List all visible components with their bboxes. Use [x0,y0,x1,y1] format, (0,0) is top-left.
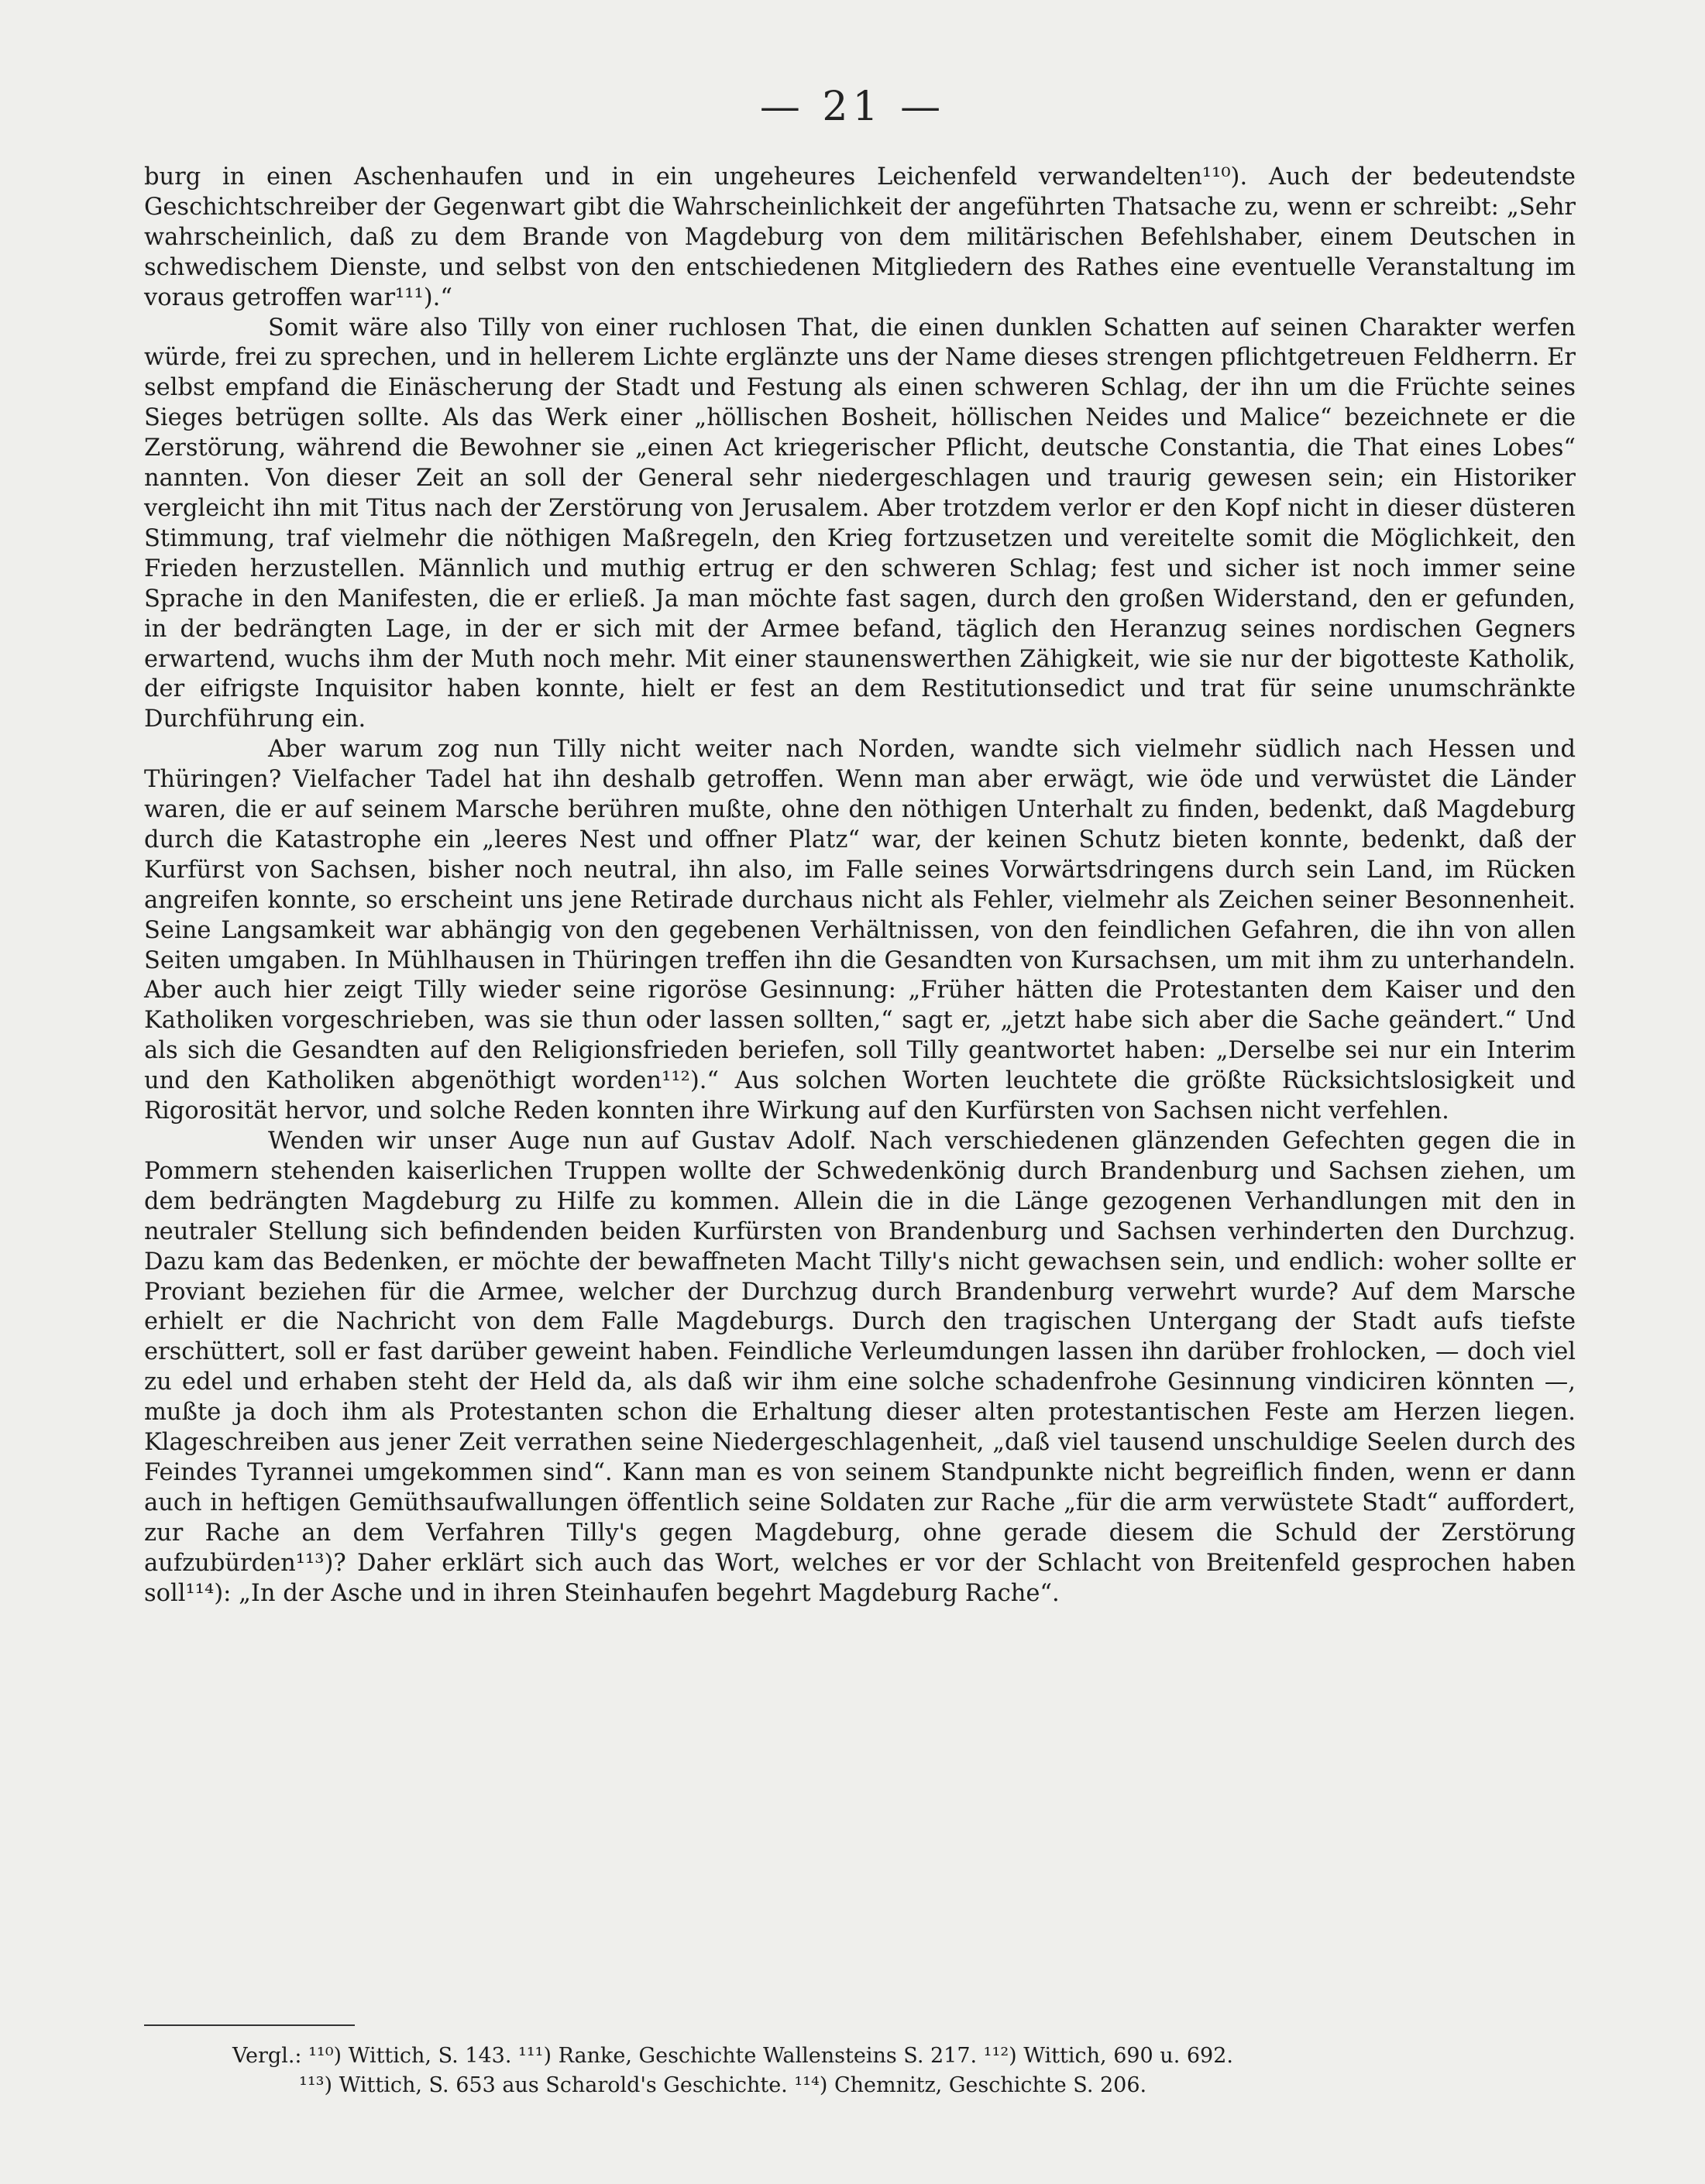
paragraph-gustav-adolf: Wenden wir unser Auge nun auf Gustav Adolf. Nach verschiedenen glänzenden Gefechten gegen die in Pommern stehenden kaiserlichen Truppen wollte der Schwedenkönig durch Brandenburg und Sachsen ziehen, um dem bedrängten Magdeburg zu Hilfe zu kommen. Allein die in die Länge gezogenen Verhandlungen mit den in neutraler Stellung sich befindenden beiden Kurfürsten von Brandenburg und Sachsen verhinderten den Durchzug. Dazu kam das Bedenken, er möchte der bewaffneten Macht Tilly's nicht gewachsen sein, und endlich: woher sollte er Proviant beziehen für die Armee, welcher der Durchzug durch Brandenburg verwehrt wurde? Auf dem Marsche erhielt er die Nachricht von dem Falle Magdeburgs. Durch den tragischen Untergang der Stadt aufs tiefste erschüttert, soll er fast darüber geweint haben. Feindliche Verleumdungen lassen ihn darüber frohlocken, — doch viel zu edel und erhaben steht der Held da, als daß wir ihm eine solche schadenfrohe Gesinnung vindiciren könnten —, mußte ja doch ihm als Protestanten schon die Erhaltung dieser alten protestantischen Feste am Herzen liegen. Klageschreiben aus jener Zeit verrathen seine Niedergeschlagenheit, „daß viel tausend unschuldige Seelen durch des Feindes Tyrannei umgekommen sind“. Kann man es von seinem Standpunkte nicht begreiflich finden, wenn er dann auch in heftigen Gemüthsaufwallungen öffentlich seine Soldaten zur Rache „für die arm verwüstete Stadt“ auffordert, zur Rache an dem Verfahren Tilly's gegen Magdeburg, ohne gerade diesem die Schuld der Zerstörung aufzubürden¹¹³)? Daher erklärt sich auch das Wort, welches er vor der Schlacht von Breitenfeld gesprochen haben soll¹¹⁴): „In der Asche und in ihren Steinhaufen begehrt Magdeburg Rache“. [144,1128,1576,1607]
footnotes [232,2041,1576,2100]
paragraph-tilly-character: Somit wäre also Tilly von einer ruchlosen That, die einen dunklen Schatten auf seinen Charakter werfen würde, frei zu sprechen, und in hellerem Lichte erglänzte uns der Name dieses strengen pflichtgetreuen Feldherrn. Er selbst empfand die Einäscherung der Stadt und Festung als einen schweren Schlag, der ihn um die Früchte seines Sieges betrügen sollte. Als das Werk einer „höllischen Bosheit, höllischen Neides und Malice“ bezeichnete er die Zerstörung, während die Bewohner sie „einen Act kriegerischer Pflicht, deutsche Constantia, die That eines Lobes“ nannten. Von dieser Zeit an soll der General sehr niedergeschlagen und traurig gewesen sein; ein Historiker vergleicht ihn mit Titus nach der Zerstörung von Jerusalem. Aber trotzdem verlor er den Kopf nicht in dieser düsteren Stimmung, traf vielmehr die nöthigen Maßregeln, den Krieg fortzusetzen und vereitelte somit die Möglichkeit, den Frieden herzustellen. Männlich und muthig ertrug er den schweren Schlag; fest und sicher ist noch immer seine Sprache in den Manifesten, die er erließ. Ja man möchte fast sagen, durch den großen Widerstand, den er gefunden, in der bedrängten Lage, in der er sich mit der Armee befand, täglich den Heranzug seines nordischen Gegners erwartend, wuchs ihm der Muth noch mehr. Mit einer staunenswerthen Zähigkeit, wie sie nur der bigotteste Katholik, der eifrigste Inquisitor haben konnte, hielt er fest an dem Restitutionsedict und trat für seine unumschränkte Durchführung ein. [144,314,1576,733]
page-number: — 21 — [759,84,946,130]
body-text [144,163,1576,1609]
paragraph-tilly-retreat: Aber warum zog nun Tilly nicht weiter nach Norden, wandte sich vielmehr südlich nach Hessen und Thüringen? Vielfacher Tadel hat ihn deshalb getroffen. Wenn man aber erwägt, wie öde und verwüstet die Länder waren, die er auf seinem Marsche berühren mußte, ohne den nöthigen Unterhalt zu finden, bedenkt, daß Magdeburg durch die Katastrophe ein „leeres Nest und offner Platz“ war, der keinen Schutz bieten konnte, bedenkt, daß der Kurfürst von Sachsen, bisher noch neutral, ihn also, im Falle seines Vorwärtsdringens durch sein Land, im Rücken angreifen konnte, so erscheint uns jene Retirade durchaus nicht als Fehler, vielmehr als Zeichen seiner Besonnenheit. Seine Langsamkeit war abhängig von den gegebenen Verhältnissen, von den feindlichen Gefahren, die ihn von allen Seiten umgaben. In Mühlhausen in Thüringen treffen ihn die Gesandten von Kursachsen, um mit ihm zu unterhandeln. Aber auch hier zeigt Tilly wieder seine rigoröse Gesinnung: „Früher hätten die Protestanten dem Kaiser und den Katholiken vorgeschrieben, was sie thun oder lassen sollten,“ sagt er, „jetzt habe sich aber die Sache geändert.“ Und als sich die Gesandten auf den Religionsfrieden beriefen, soll Tilly geantwortet haben: „Derselbe sei nur ein Interim und den Katholiken abgenöthigt worden¹¹²).“ Aus solchen Worten leuchtete die größte Rücksichtslosigkeit und Rigorosität hervor, und solche Reden konnten ihre Wirkung auf den Kurfürsten von Sachsen nicht verfehlen. [144,736,1576,1125]
footnote-divider [144,2024,355,2026]
paragraph-continuation: burg in einen Aschenhaufen und in ein ungeheures Leichenfeld verwandelten¹¹⁰). Auch der bedeutendste Geschichtschreiber der Gegenwart gibt die Wahrscheinlichkeit der angeführten Thatsache zu, wenn er schreibt: „Sehr wahrscheinlich, daß zu dem Brande von Magdeburg von dem militärischen Befehlshaber, einem Deutschen in schwedischem Dienste, und selbst von den entschiedenen Mitgliedern des Rathes eine eventuelle Veranstaltung im voraus getroffen war¹¹¹).“ [144,163,1576,311]
footnote-line-2: ¹¹³) Wittich, S. 653 aus Scharold's Geschichte. ¹¹⁴) Chemnitz, Geschichte S. 206. [299,2073,1147,2097]
footnote-line-1: Vergl.: ¹¹⁰) Wittich, S. 143. ¹¹¹) Ranke, Geschichte Wallensteins S. 217. ¹¹²) Wittich, 690 u. 692. [232,2044,1233,2068]
